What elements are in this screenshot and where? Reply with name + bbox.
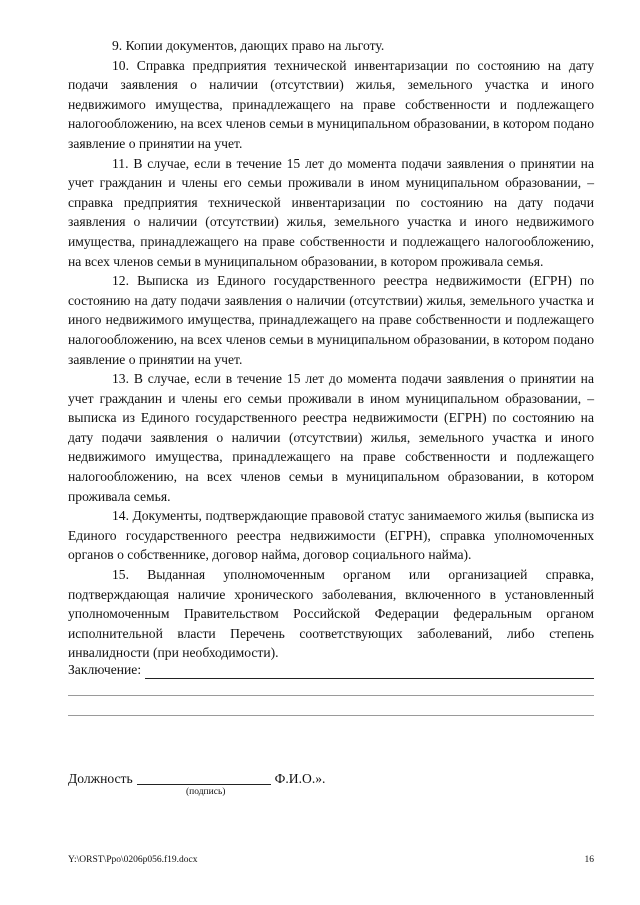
list-item-9: 9. Копии документов, дающих право на льготу. <box>112 38 385 53</box>
signature-caption: (подпись) <box>186 787 226 797</box>
signature-line <box>137 770 271 785</box>
page-number: 16 <box>584 855 594 865</box>
footer-file-path: Y:\ORST\Ppo\0206p056.f19.docx <box>68 855 198 865</box>
list-item-11: 11. В случае, если в течение 15 лет до момента подачи заявления о принятии на учет гражданин и члены его семьи проживали в ином муниципальном образовании, – справка предприятия технической инвентаризации по состоянию на дату подачи заявления о наличии (отсутствии) жилья, земельного участка и иного недвижимого имущества, принадлежащего на праве собственности и подлежащего налогообложению, на всех членов семьи в муниципальном образовании, в котором проживала семья. <box>68 155 594 269</box>
conclusion-blank-line-1 <box>68 695 594 696</box>
conclusion-row <box>68 660 594 679</box>
conclusion-label: Заключение: <box>68 662 142 677</box>
list-item-13: 13. В случае, если в течение 15 лет до момента подачи заявления о принятии на учет гражданин и члены его семьи проживали в ином муниципальном образовании, – выписка из Единого государственного реестра недвижимости (ЕГРН) по состоянию на дату подачи заявления о наличии (отсутствии) жилья, земельного участка и иного недвижимого имущества, принадлежащего на праве собственности и подлежащего налогообложению, на всех членов семьи в муниципальном образовании, в котором проживала семья. <box>68 371 594 504</box>
document-body <box>68 36 594 663</box>
list-item-15: 15. Выданная уполномоченным органом или организацией справка, подтверждающая наличие хронического заболевания, включенного в установленный уполномоченным Правительством Российской Федерации федеральным органом исполнительной власти Перечень соответствующих заболеваний, либо степень инвалидности (при необходимости). <box>68 567 594 661</box>
conclusion-fill-line <box>145 664 594 679</box>
fio-label: Ф.И.О.». <box>274 771 326 786</box>
list-item-12: 12. Выписка из Единого государственного реестра недвижимости (ЕГРН) по состоянию на дату подачи заявления о наличии (отсутствии) жилья, земельного участка и иного недвижимого имущества, принадлежащего на праве собственности и подлежащего налогообложению, на всех членов семьи в муниципальном образовании, в котором подано заявление о принятии на учет. <box>68 273 594 367</box>
conclusion-blank-line-2 <box>68 715 594 716</box>
list-item-14: 14. Документы, подтверждающие правовой статус занимаемого жилья (выписка из Единого государственного реестра недвижимости (ЕГРН), справка уполномоченных органов о собственнике, договор найма, договор социального найма). <box>68 508 594 563</box>
position-label: Должность <box>68 771 133 786</box>
list-item-10: 10. Справка предприятия технической инвентаризации по состоянию на дату подачи заявления о наличии (отсутствии) жилья, земельного участка и иного недвижимого имущества, принадлежащего на праве собственности и подлежащего налогообложению, на всех членов семьи в муниципальном образовании, в котором подано заявление о принятии на учет. <box>68 57 594 151</box>
